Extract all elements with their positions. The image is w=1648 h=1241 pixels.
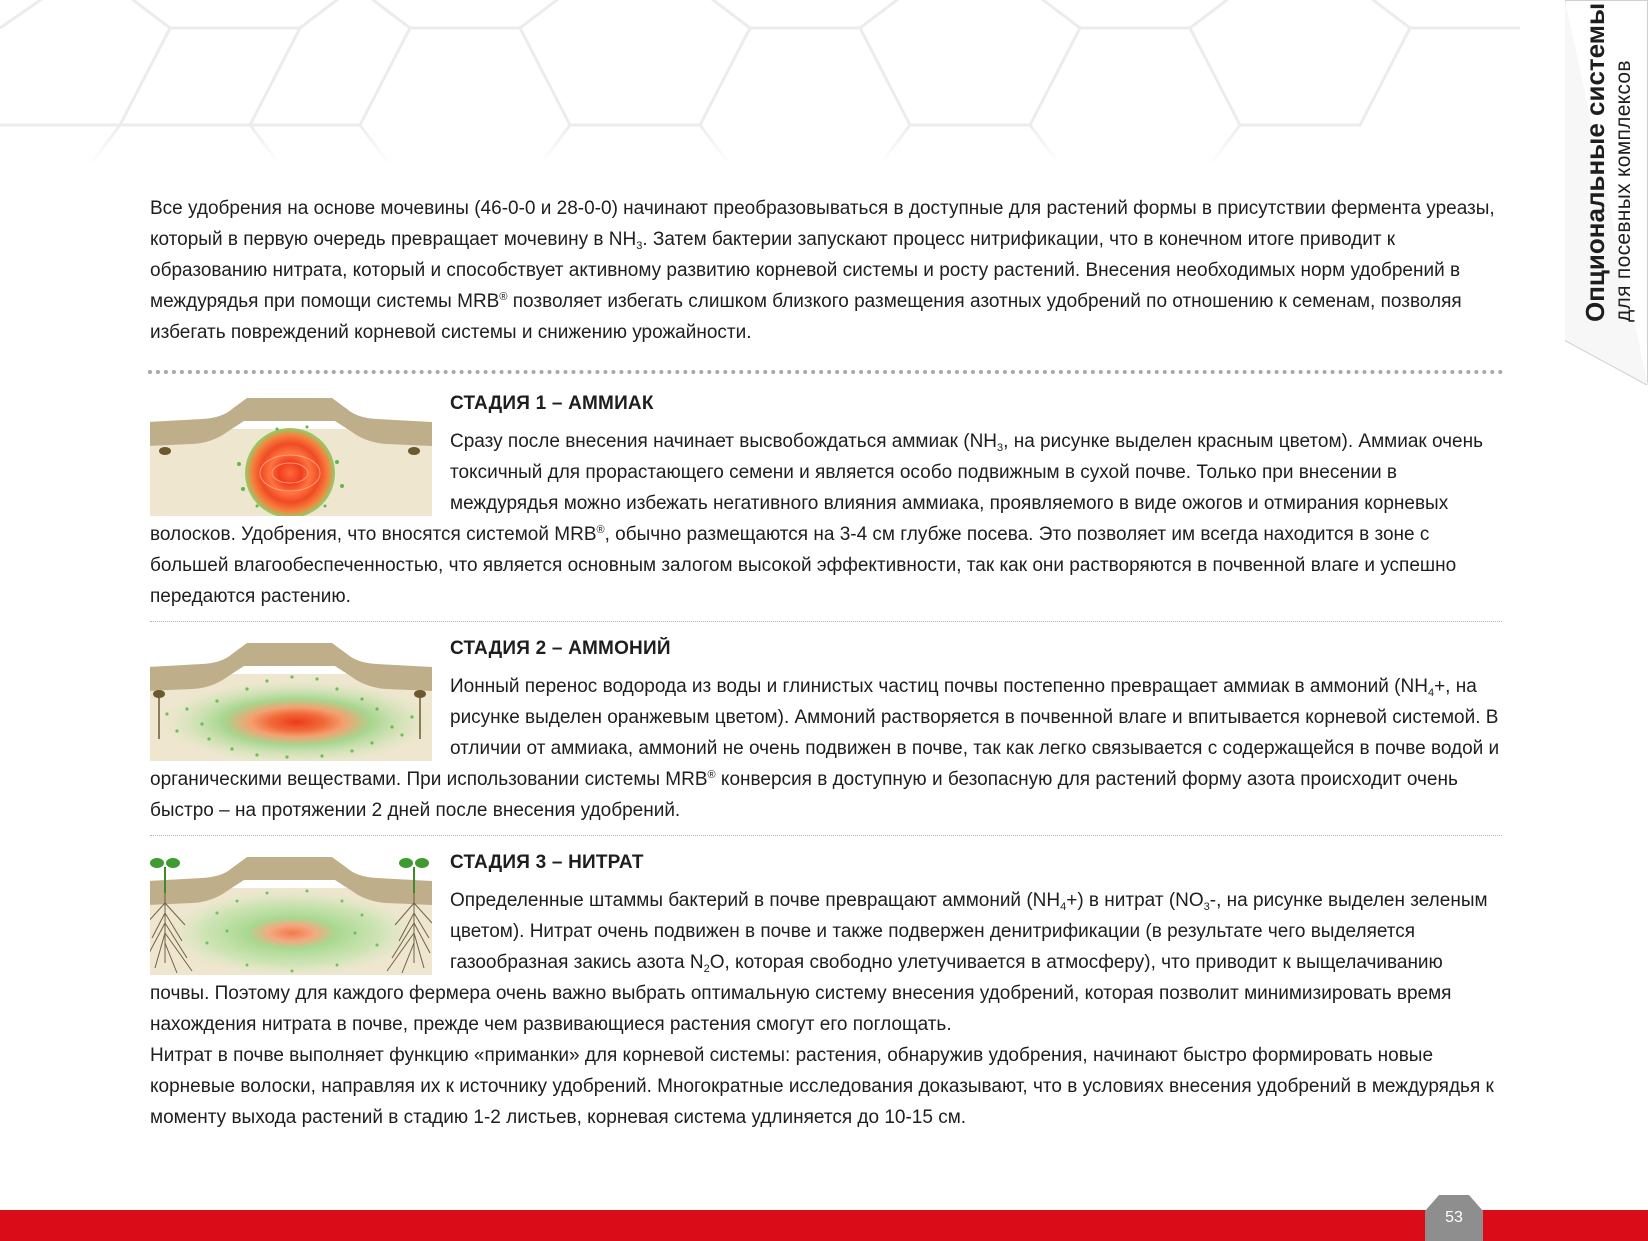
stage-3-section <box>150 851 1502 1133</box>
stage-2-text: Ионный перенос водорода из воды и глинистых частиц почвы постепенно превращает аммиак в аммоний ($NH_4+$, на рисунке выделен оранжевым цветом). Аммоний растворяется в почвенной влаге и впитывается корневой системой. В отличии от аммиака, аммоний не очень подвижен в почве, так как легко связывается с содержащейся в почве водой и органическими веществами. При использовании системы MRB® конверсия в доступную и безопасную для растений форму азота происходит очень быстро – на протяжении 2 дней после внесения удобрений. <box>150 676 1500 821</box>
stage-divider <box>150 621 1502 622</box>
section-subtitle-vertical: для посевных комплексов <box>1612 60 1635 322</box>
stage-3-title: СТАДИЯ 3 – НИТРАТ <box>450 852 644 873</box>
ammonia-stage-illustration <box>150 394 432 516</box>
stage-2-section <box>150 637 1502 826</box>
stage-3-text-2: Нитрат в почве выполняет функцию «приманки» для корневой системы: растения, обнаружив удобрения, начинают быстро формировать новые корневые волоски, направляя их к источнику удобрений. Многократные исследования доказывают, что в условиях внесения удобрений в междурядья к моменту выхода растений в стадию 1-2 листьев, корневая система удлиняется до 10-15 см. <box>150 1045 1494 1128</box>
hexagon-pattern-background <box>0 0 1560 165</box>
ammonium-stage-illustration <box>150 639 432 761</box>
nitrate-stage-illustration <box>150 853 432 975</box>
section-title-vertical: Опциональные системы <box>1580 2 1610 322</box>
stage-1-text: Сразу после внесения начинает высвобождаться аммиак ($NH_3$, на рисунке выделен красным цветом). Аммиак очень токсичный для прорастающего семени и является особо подвижным в сухой почве. Только при внесении в междурядья можно избежать негативного влияния аммиака, проявляемого в виде ожогов и отмирания корневых волосков. Удобрения, что вносятся системой MRB®, обычно размещаются на 3-4 см глубже посева. Это позволяет им всегда находится в зоне с большей влагообеспеченностью, что является основным залогом высокой эффективности, так как они растворяются в почвенной влаге и успешно передаются растению. <box>150 431 1483 607</box>
page-content <box>150 193 1502 1133</box>
page-number: 53 <box>1445 1209 1463 1226</box>
stage-1-section <box>150 392 1502 612</box>
intro-paragraph: Все удобрения на основе мочевины (46-0-0 и 28-0-0) начинают преобразовываться в доступные для растений формы в присутствии фермента уреазы, который в первую очередь превращает мочевину в $NH_3$. Затем бактерии запускают процесс нитрификации, что в конечном итоге приводит к образованию нитрата, который и способствует активному развитию корневой системы и росту растений. Внесения необходимых норм удобрений в междурядья при помощи системы MRB® позволяет избегать слишком близкого размещения азотных удобрений по отношению к семенам, позволяя избегать повреждений корневой системы и снижению урожайности. <box>150 198 1495 343</box>
section-divider <box>148 370 1504 374</box>
stage-1-title: СТАДИЯ 1 – АММИАК <box>450 393 654 414</box>
stage-3-text: Определенные штаммы бактерий в почве превращают аммоний $(NH_4+)$ в нитрат ($NO_3-$, на рисунке выделен зеленым цветом). Нитрат очень подвижен в почве и также подвержен денитрификации (в результате чего выделяется газообразная закись азота $N_2O$, которая свободно улетучивается в атмосферу), что приводит к выщелачиванию почвы. Поэтому для каждого фермера очень важно выбрать оптимальную систему внесения удобрений, которая позволит минимизировать время нахождения нитрата в почве, прежде чем развивающиеся растения смогут его поглощать. <box>150 890 1488 1035</box>
footer-bar <box>0 1210 1648 1241</box>
stage-2-title: СТАДИЯ 2 – АММОНИЙ <box>450 638 671 659</box>
stage-divider <box>150 835 1502 836</box>
